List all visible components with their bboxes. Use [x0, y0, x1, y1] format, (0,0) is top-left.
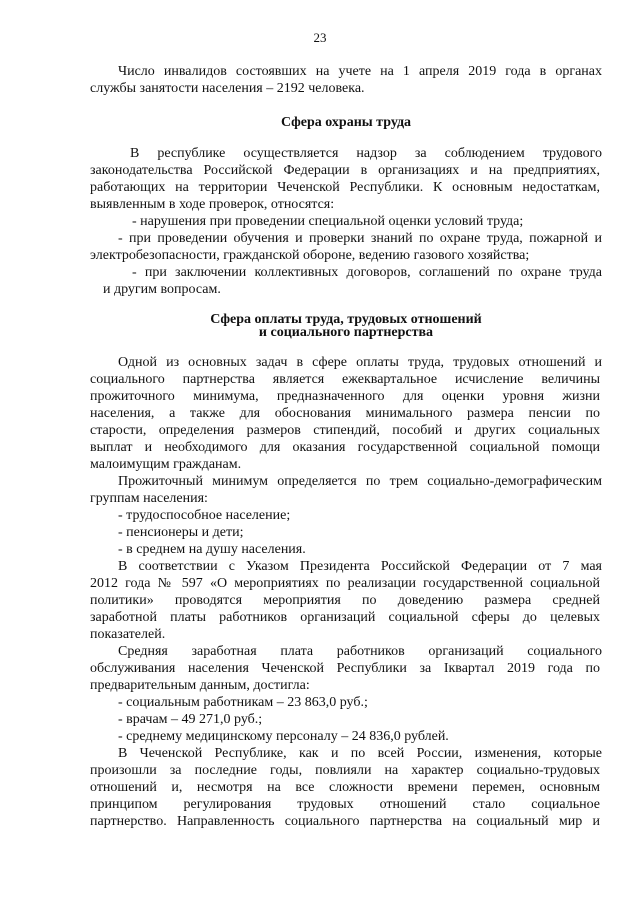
text-line: принципом регулирования трудовых отношений стало социальное — [90, 797, 600, 812]
list-item: - нарушения при проведении специальной оценки условий труда; — [132, 214, 524, 229]
text-line: выплат и необходимого для оказания государственной социальной помощи — [90, 440, 600, 455]
text-line: В Чеченской Республике, как и по всей России, изменения, которые — [118, 746, 602, 761]
text-line: отношений и, несмотря на все сложности времени перемен, основным — [90, 780, 600, 795]
text-line: произошли за последние годы, повлияли на характер социально-трудовых — [90, 763, 600, 778]
text-line: политики» проводятся мероприятия по доведению размера средней — [90, 593, 600, 608]
list-item: - при заключении коллективных договоров, соглашений по охране труда — [132, 265, 602, 280]
list-item: - пенсионеры и дети; — [118, 525, 244, 540]
text-line: показателей. — [90, 627, 166, 642]
text-line: Прожиточный минимум определяется по трем социально-демографическим — [118, 474, 602, 489]
text-line: В соответствии с Указом Президента Российской Федерации от 7 мая — [118, 559, 602, 574]
text-line: Число инвалидов состоявших на учете на 1 апреля 2019 года в органах — [118, 64, 602, 79]
text-line: прожиточного минимума, предназначенного для оценки уровня жизни — [90, 389, 600, 404]
page-number: 23 — [313, 30, 327, 45]
text-line: службы занятости населения – 2192 человека. — [90, 81, 365, 96]
section-heading: и социального партнерства — [258, 325, 434, 340]
text-line: предварительным данным, достигла: — [90, 678, 310, 693]
list-item: - трудоспособное население; — [118, 508, 291, 523]
list-item: - врачам – 49 271,0 руб.; — [118, 712, 263, 727]
list-item: - социальным работникам – 23 863,0 руб.; — [118, 695, 368, 710]
text-line: выявленным в ходе проверок, относятся: — [90, 197, 335, 212]
text-line: заработной платы работников организаций социальной сферы до целевых — [90, 610, 600, 625]
list-item: - среднему медицинскому персоналу – 24 836,0 рублей. — [118, 729, 449, 744]
text-line: В республике осуществляется надзор за соблюдением трудового — [130, 146, 602, 161]
list-item: - в среднем на душу населения. — [118, 542, 306, 557]
text-line: малоимущим гражданам. — [90, 457, 242, 472]
text-line: старости, определения размеров стипендий, пособий и других социальных — [90, 423, 600, 438]
text-line: группам населения: — [90, 491, 208, 506]
text-line: электробезопасности, гражданской обороне, ведению газового хозяйства; — [90, 248, 530, 263]
text-line: работающих на территории Чеченской Республики. К основным недостаткам, — [90, 180, 600, 195]
list-item: - при проведении обучения и проверки знаний по охране труда, пожарной и — [118, 231, 602, 246]
text-line: социального партнерства является ежеквартальное исчисление величины — [90, 372, 600, 387]
text-line: Средняя заработная плата работников организаций социального — [118, 644, 602, 659]
text-line: обслуживания населения Чеченской Республики за Iквартал 2019 года по — [90, 661, 600, 676]
section-heading: Сфера оплаты труда, трудовых отношений — [210, 312, 482, 327]
text-line: законодательства Российской Федерации в организациях и на предприятиях, — [90, 163, 600, 178]
text-line: партнерство. Направленность социального партнерства на социальный мир и — [90, 814, 600, 829]
section-heading: Сфера охраны труда — [280, 115, 412, 130]
text-line: и другим вопросам. — [103, 282, 221, 297]
text-line: 2012 года № 597 «О мероприятиях по реализации государственной социальной — [90, 576, 600, 591]
text-line: населения, а также для обоснования минимального размера пенсии по — [90, 406, 600, 421]
text-line: Одной из основных задач в сфере оплаты труда, трудовых отношений и — [118, 355, 602, 370]
